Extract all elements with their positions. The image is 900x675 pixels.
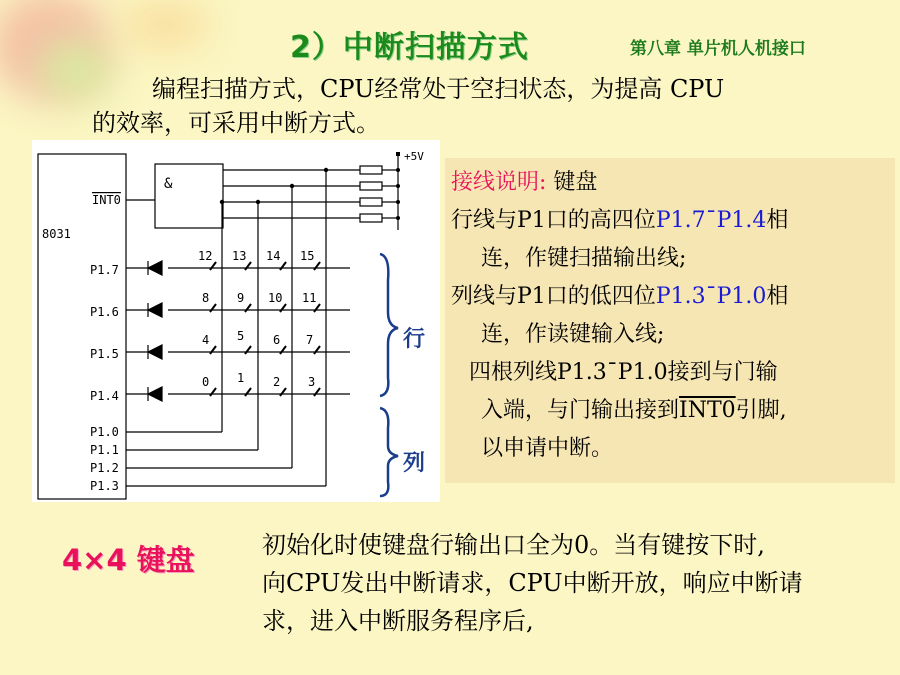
key-number: 12: [198, 249, 213, 263]
bottom-line-2: 向CPU发出中断请求，CPU中断开放，响应中断请: [262, 569, 803, 597]
wiring-text: 行线与P1口的高四位: [451, 208, 656, 233]
bottom-line-1: 初始化时使键盘行输出口全为0。当有键按下时,: [262, 531, 765, 559]
wiring-line: [451, 202, 889, 240]
intro-line-2: 的效率，可采用中断方式。: [92, 109, 380, 137]
wiring-label: 接线说明:: [451, 170, 547, 195]
key-number: 8: [202, 291, 210, 305]
wiring-text: 相: [766, 208, 789, 233]
key-number: 13: [232, 249, 247, 263]
vcc-label: +5V: [404, 150, 424, 163]
bottom-line-3: 求，进入中断服务程序后,: [262, 607, 534, 635]
key-number: 15: [300, 249, 315, 263]
bottom-text: [262, 526, 892, 640]
chip-name: 8031: [42, 227, 71, 241]
key-number: 0: [202, 375, 210, 389]
wiring-text: 列线与P1口的低四位: [451, 284, 656, 309]
wiring-pin-range: P1.7¯P1.4: [655, 208, 767, 233]
intro-line-1: 编程扫描方式，CPU经常处于空扫状态，为提高 CPU: [152, 75, 725, 103]
key-number: 9: [237, 291, 245, 305]
col-pin-label: P1.1: [90, 443, 119, 457]
row-pin-label: P1.4: [90, 389, 119, 403]
wiring-int0: INT0: [679, 398, 736, 423]
key-number: 2: [273, 375, 281, 389]
row-pin-label: P1.6: [90, 305, 119, 319]
key-number: 10: [268, 291, 283, 305]
wiring-line: 连，作读键输入线;: [481, 322, 665, 347]
key-number: 5: [237, 329, 245, 343]
wiring-heading: [451, 164, 889, 202]
wiring-text: 相: [766, 284, 789, 309]
column-label: 列: [403, 451, 426, 476]
int0-pin-label: INT0: [92, 193, 121, 207]
key-number: 3: [308, 375, 316, 389]
and-gate-symbol: &: [164, 176, 173, 192]
wiring-pin-range: P1.3¯P1.0: [655, 284, 767, 309]
key-number: 14: [266, 249, 281, 263]
background-decoration: [120, 0, 210, 50]
wiring-line: [451, 392, 889, 430]
key-number: 6: [273, 333, 281, 347]
key-number: 11: [302, 291, 317, 305]
intro-text: [92, 72, 852, 140]
row-label: 行: [403, 327, 426, 352]
row-pin-label: P1.5: [90, 347, 119, 361]
row-pin-label: P1.7: [90, 263, 119, 277]
wiring-line: 连，作键扫描输出线;: [481, 246, 687, 271]
key-number: 4: [202, 333, 210, 347]
page-title: 2）中断扫描方式: [290, 30, 529, 65]
key-number: 7: [306, 333, 314, 347]
wiring-text: 入端，与门输出接到: [481, 398, 680, 423]
wiring-line: [451, 278, 889, 316]
col-pin-label: P1.2: [90, 461, 119, 475]
wiring-text: 引脚,: [735, 398, 787, 423]
wiring-line: 以申请中断。: [481, 436, 614, 461]
keyboard-label: 4×4 键盘: [62, 543, 195, 577]
col-pin-label: P1.0: [90, 425, 119, 439]
key-number: 1: [237, 371, 245, 385]
col-pin-label: P1.3: [90, 479, 119, 493]
wiring-line: 四根列线P1.3¯P1.0接到与门输: [469, 360, 778, 385]
wiring-explanation: [445, 158, 895, 483]
wiring-subject: 键盘: [553, 170, 598, 195]
chapter-label: 第八章 单片机人机接口: [630, 39, 806, 59]
